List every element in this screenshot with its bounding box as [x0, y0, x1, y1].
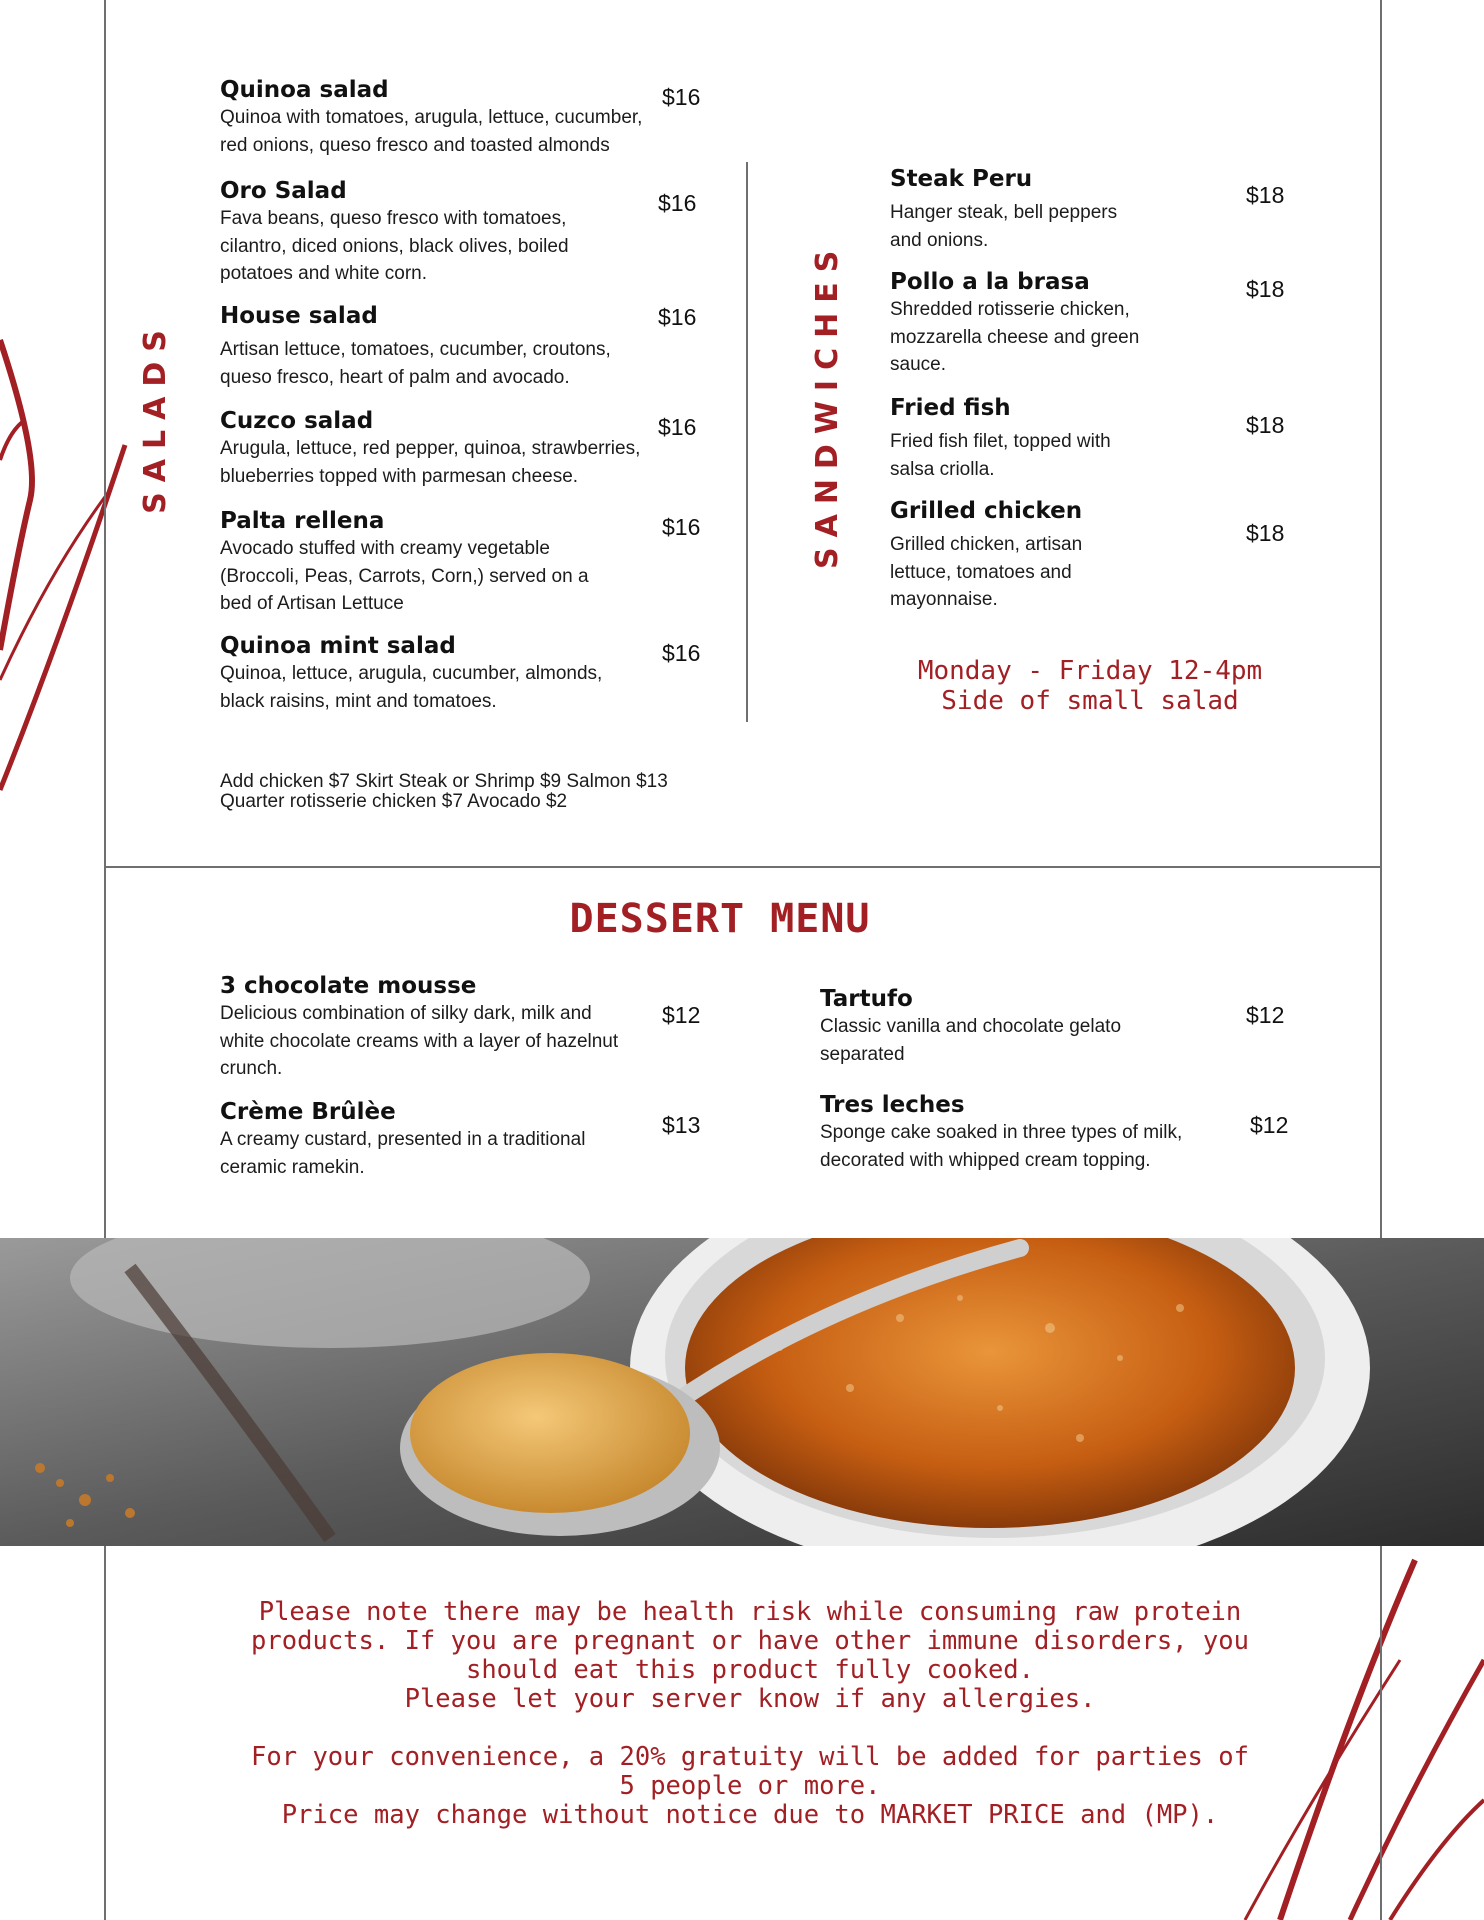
disclaimer-line: Please let your server know if any allergies. [404, 1684, 1096, 1714]
item-price: $18 [1246, 276, 1285, 302]
menu-item-pollo-a-la-brasa [890, 268, 1160, 379]
salad-addons [220, 772, 668, 812]
item-price: $16 [658, 190, 697, 216]
item-name: Steak Peru [890, 166, 1033, 192]
item-price: $12 [1246, 1002, 1285, 1028]
menu-item-grilled-chicken [890, 497, 1120, 614]
menu-item-tartufo [820, 985, 1160, 1068]
creme-brulee-photo [0, 1238, 1484, 1546]
item-price: $16 [662, 640, 701, 666]
item-price: $13 [662, 1112, 701, 1138]
item-name: Cuzco salad [220, 408, 374, 434]
menu-item-fried-fish [890, 394, 1150, 483]
item-name: Crème Brûlèe [220, 1099, 396, 1125]
item-desc: Quinoa with tomatoes, arugula, lettuce, cucumber, red onions, queso fresco and toasted almonds [220, 107, 643, 156]
disclaimer-notice [200, 1598, 1300, 1830]
item-desc: Sponge cake soaked in three types of milk, decorated with whipped cream topping. [820, 1122, 1183, 1171]
disclaimer-line: Price may change without notice due to MARKET PRICE and (MP). [281, 1800, 1219, 1830]
item-desc: Hanger steak, bell peppers and onions. [890, 202, 1118, 251]
disclaimer-line: products. If you are pregnant or have other immune disorders, you [251, 1626, 1249, 1656]
salads-heading: SALADS [138, 320, 173, 514]
item-name: House salad [220, 303, 378, 329]
item-desc: Arugula, lettuce, red pepper, quinoa, strawberries, blueberries topped with parmesan cheese. [220, 438, 641, 487]
item-desc: Grilled chicken, artisan lettuce, tomatoes and mayonnaise. [890, 534, 1083, 610]
item-price: $18 [1246, 520, 1285, 546]
dessert-menu-title: DESSERT MENU [569, 896, 871, 942]
item-desc: Shredded rotisserie chicken, mozzarella cheese and green sauce. [890, 299, 1140, 375]
section-divider-rule [104, 866, 1382, 868]
column-divider-rule [746, 162, 748, 722]
menu-item-3-chocolate-mousse [220, 972, 630, 1083]
menu-item-creme-brulee [220, 1098, 640, 1181]
item-name: Fried fish [890, 395, 1011, 421]
item-desc: Fried fish filet, topped with salsa criolla. [890, 431, 1111, 480]
item-price: $16 [662, 514, 701, 540]
item-price: $18 [1246, 182, 1285, 208]
item-desc: Classic vanilla and chocolate gelato separated [820, 1016, 1122, 1065]
menu-item-oro-salad [220, 177, 610, 288]
addons-line: Add chicken $7 Skirt Steak or Shrimp $9 Salmon $13 [220, 771, 668, 792]
item-desc: Quinoa, lettuce, arugula, cucumber, almonds, black raisins, mint and tomatoes. [220, 663, 603, 712]
item-name: Quinoa mint salad [220, 633, 456, 659]
menu-item-quinoa-salad [220, 76, 660, 159]
item-name: Quinoa salad [220, 77, 389, 103]
item-desc: Artisan lettuce, tomatoes, cucumber, croutons, queso fresco, heart of palm and avocado. [220, 339, 611, 388]
item-price: $12 [1250, 1112, 1289, 1138]
item-desc: Delicious combination of silky dark, milk and white chocolate creams with a layer of hazelnut crunch. [220, 1003, 619, 1079]
disclaimer-line: For your convenience, a 20% gratuity will be added for parties of [251, 1742, 1249, 1772]
item-price: $12 [662, 1002, 701, 1028]
sandwiches-heading: SANDWICHES [810, 240, 845, 569]
lunch-hours: Monday - Friday 12-4pm [917, 656, 1263, 686]
item-desc: Fava beans, queso fresco with tomatoes, cilantro, diced onions, black olives, boiled potatoes and white corn. [220, 208, 569, 284]
item-name: Tres leches [820, 1092, 965, 1118]
disclaimer-line: 5 people or more. [619, 1771, 881, 1801]
disclaimer-line: should eat this product fully cooked. [465, 1655, 1035, 1685]
item-name: Tartufo [820, 986, 913, 1012]
item-price: $16 [658, 304, 697, 330]
menu-item-tres-leches [820, 1091, 1240, 1174]
item-price: $18 [1246, 412, 1285, 438]
frame-right-rule [1380, 0, 1382, 1920]
lunch-side: Side of small salad [941, 686, 1239, 716]
lunch-special-note [890, 656, 1290, 716]
addons-line: Quarter rotisserie chicken $7 Avocado $2 [220, 791, 568, 812]
item-name: Palta rellena [220, 508, 385, 534]
item-name: Pollo a la brasa [890, 269, 1090, 295]
menu-item-quinoa-mint-salad [220, 632, 640, 715]
item-desc: A creamy custard, presented in a traditional ceramic ramekin. [220, 1129, 586, 1178]
menu-item-steak-peru [890, 165, 1150, 254]
brush-stroke-left [0, 320, 140, 800]
item-name: Grilled chicken [890, 498, 1083, 524]
disclaimer-line: Please note there may be health risk while consuming raw protein [258, 1597, 1242, 1627]
menu-item-cuzco-salad [220, 407, 660, 490]
item-desc: Avocado stuffed with creamy vegetable (Broccoli, Peas, Carrots, Corn,) served on a bed of Artisan Lettuce [220, 538, 589, 614]
disclaimer-spacer [200, 1714, 1300, 1743]
frame-left-rule [104, 0, 106, 1920]
menu-item-house-salad [220, 302, 650, 391]
item-name: Oro Salad [220, 178, 347, 204]
item-name: 3 chocolate mousse [220, 973, 477, 999]
item-price: $16 [662, 84, 701, 110]
menu-item-palta-rellena [220, 507, 620, 618]
item-price: $16 [658, 414, 697, 440]
